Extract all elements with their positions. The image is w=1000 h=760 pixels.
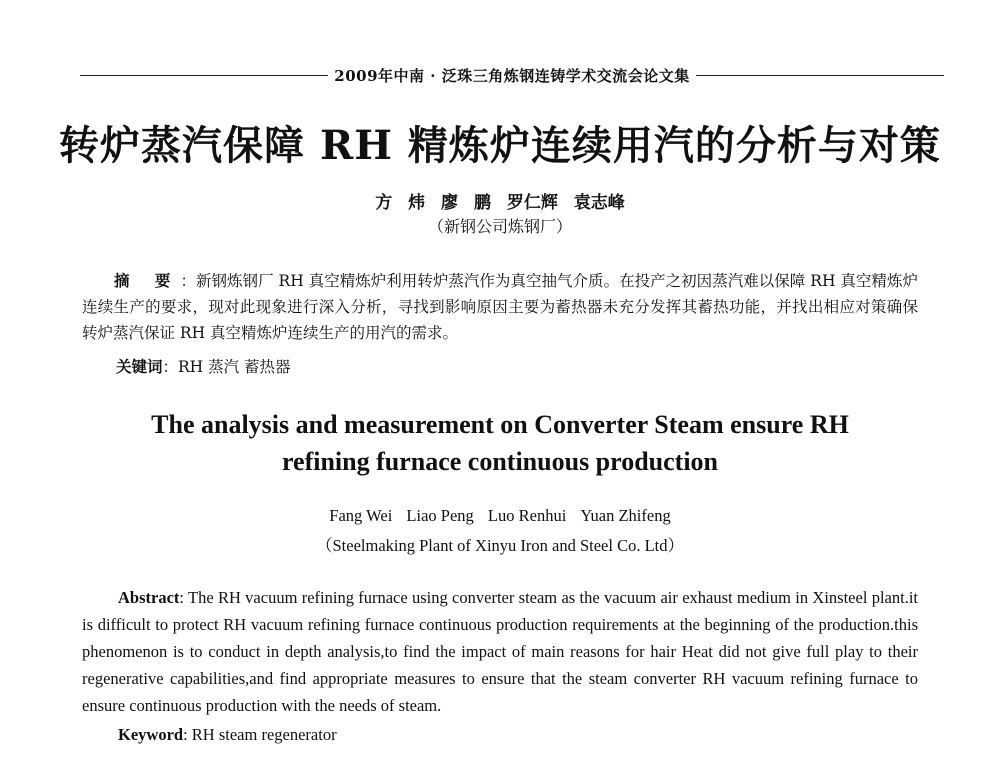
english-abstract-text: : The RH vacuum refining furnace using converter steam as the vacuum air exhaust medium in Xinsteel plant.it is difficult to protect RH vacuum refining furnace continuous production requirements at the beginning of the production.this phenomenon is to conduct in depth analysis,to find the impact of main reasons for hair Heat did not give full play to their regenerative capabilities,and find appropriate measures to ensure that the steam converter RH vacuum refining furnace to ensure continuous production with the needs of steam. <box>82 588 918 715</box>
header-rule-left <box>80 75 328 76</box>
author-name: Yuan Zhifeng <box>580 506 671 525</box>
chinese-keywords-label: 关键词 <box>116 357 163 376</box>
conference-title: 2009年中南 · 泛珠三角炼钢连铸学术交流会论文集 <box>334 66 690 85</box>
author-name: Fang Wei <box>329 506 393 525</box>
author-name: Luo Renhui <box>487 506 567 525</box>
chinese-abstract-text: ：新钢炼钢厂 RH 真空精炼炉利用转炉蒸汽作为真空抽气介质。在投产之初因蒸汽难以保障 RH 真空精炼炉连续生产的要求，现对此现象进行深入分析，寻找到影响原因主要为蓄热器未充分发挥其蓄热功能，并找出相应对策确保转炉蒸汽保证 RH 真空精炼炉连续生产的用汽的需求。 <box>82 272 918 342</box>
chinese-abstract <box>82 268 918 346</box>
chinese-affiliation: （新钢公司炼钢厂） <box>427 217 572 236</box>
english-title-line-2: refining furnace continuous production <box>281 447 719 476</box>
chinese-title: 转炉蒸汽保障 RH 精炼炉连续用汽的分析与对策 <box>59 122 941 169</box>
english-title <box>0 406 1000 480</box>
chinese-keywords <box>116 355 291 377</box>
english-abstract <box>82 584 918 719</box>
chinese-keywords-text: ：RH 蒸汽 蓄热器 <box>162 358 291 376</box>
chinese-abstract-label: 摘 要 <box>114 271 181 290</box>
english-keywords-label: Keyword <box>118 725 184 744</box>
english-affiliation: （Steelmaking Plant of Xinyu Iron and Steel Co. Ltd） <box>316 536 684 555</box>
running-header <box>80 64 944 86</box>
english-authors <box>0 506 1000 526</box>
english-abstract-label: Abstract <box>118 588 180 607</box>
english-title-line-1: The analysis and measurement on Converter Steam ensure RH <box>151 410 849 439</box>
author-name: Liao Peng <box>406 506 474 525</box>
header-rule-right <box>696 75 944 76</box>
english-keywords-text: : RH steam regenerator <box>183 725 337 744</box>
chinese-authors: 方 炜 廖 鹏 罗仁辉 袁志峰 <box>375 193 625 213</box>
english-keywords <box>118 725 337 745</box>
